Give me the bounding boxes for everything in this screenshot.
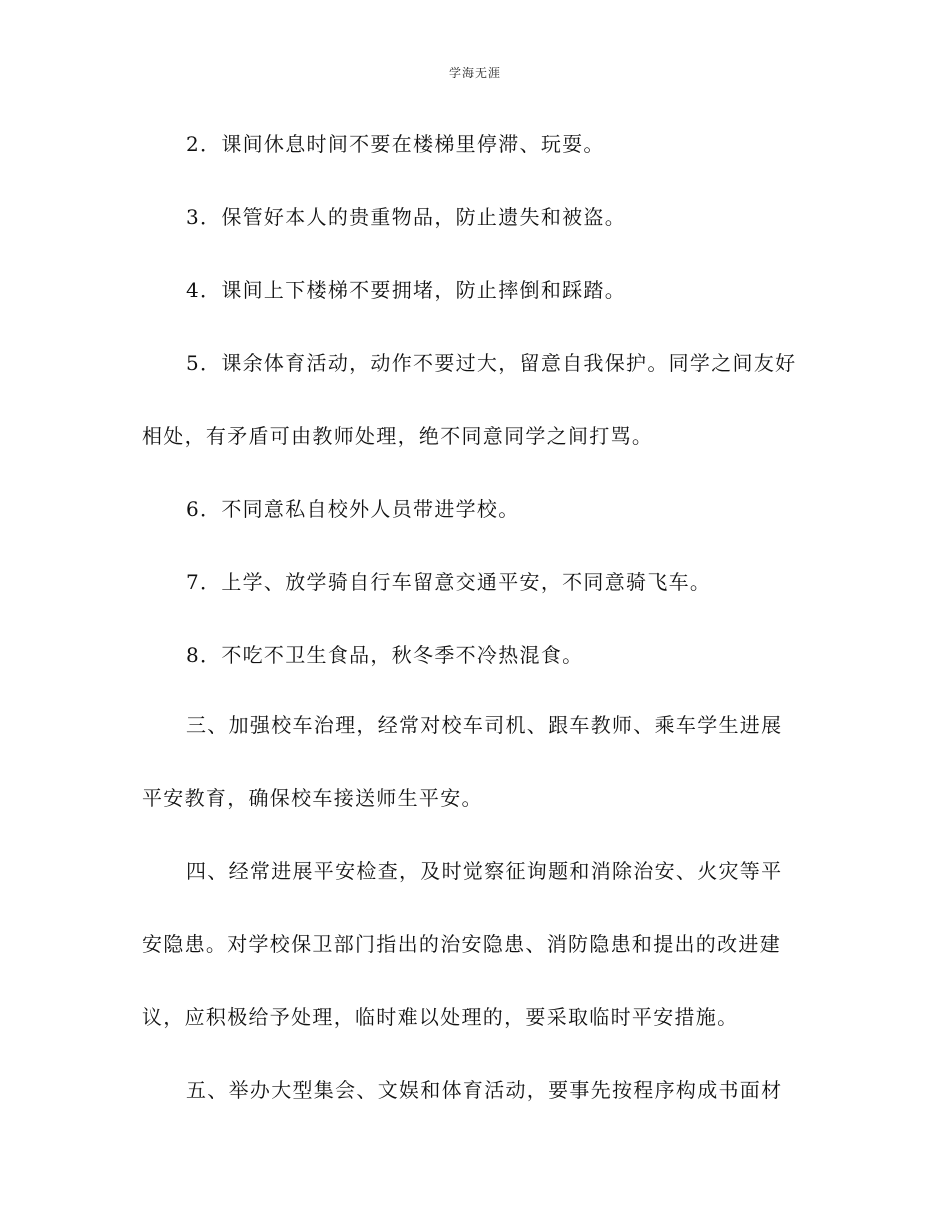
text-line: 2．课间休息时间不要在楼梯里停滞、玩耍。 [186, 132, 605, 156]
text-line: 4．课间上下楼梯不要拥堵，防止摔倒和踩踏。 [186, 278, 627, 302]
text-line: 相处，有矛盾可由教师处理，绝不同意同学之间打骂。 [142, 424, 654, 448]
text-line: 五、举办大型集会、文娱和体育活动，要事先按程序构成书面材 [186, 1078, 783, 1102]
text-line: 平安教育，确保校车接送师生平安。 [142, 786, 483, 810]
text-line: 7．上学、放学骑自行车留意交通平安，不同意骑飞车。 [186, 570, 712, 594]
text-line: 3．保管好本人的贵重物品，防止遗失和被盗。 [186, 205, 627, 229]
text-line: 四、经常进展平安检查，及时觉察征询题和消除治安、火灾等平 [186, 859, 783, 883]
text-line: 8．不吃不卫生食品，秋冬季不冷热混食。 [186, 643, 584, 667]
text-line: 5．课余体育活动，动作不要过大，留意自我保护。同学之间友好 [186, 351, 797, 375]
page-header: 学海无涯 [448, 66, 501, 80]
text-line: 议，应积极给予处理，临时难以处理的，要采取临时平安措施。 [142, 1005, 739, 1029]
text-line: 三、加强校车治理，经常对校车司机、跟车教师、乘车学生进展 [186, 713, 783, 737]
text-line: 安隐患。对学校保卫部门指出的治安隐患、消防隐患和提出的改进建 [142, 932, 781, 956]
text-line: 6．不同意私自校外人员带进学校。 [186, 497, 520, 521]
